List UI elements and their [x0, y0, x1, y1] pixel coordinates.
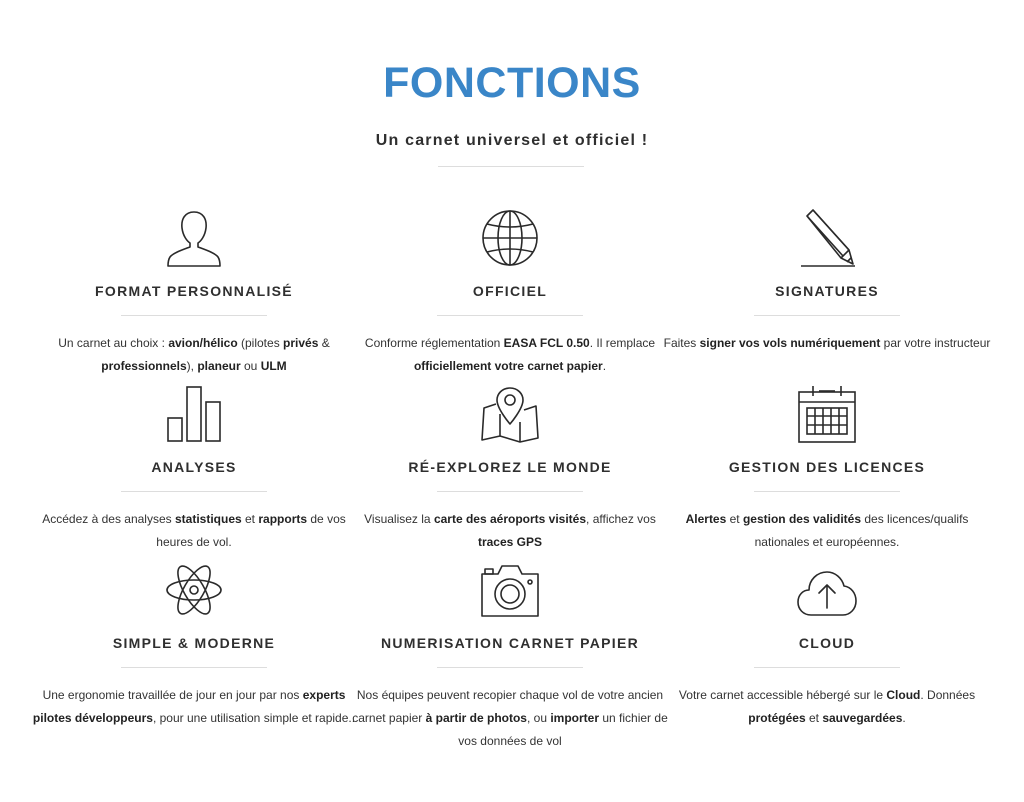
feature-description — [345, 332, 675, 378]
feature-divider — [437, 315, 583, 316]
description-text: de vos heures de vol. — [156, 512, 346, 549]
feature-description — [345, 684, 675, 753]
description-emphasis: à partir de photos — [425, 711, 527, 725]
feature-title: NUMERISATION CARNET PAPIER — [380, 635, 640, 651]
camera-icon — [480, 560, 540, 620]
description-emphasis: carte des aéroports visités — [433, 512, 587, 526]
description-text: Une ergonomie travaillée de jour en jour par nos — [42, 688, 303, 702]
feature-description — [29, 332, 359, 378]
description-text: , affichez vos — [586, 512, 656, 526]
pencil-icon — [797, 208, 857, 268]
feature-title: SIMPLE & MODERNE — [112, 635, 276, 651]
description-emphasis: professionnels — [101, 359, 187, 373]
feature-description — [29, 684, 359, 730]
feature-title: OFFICIEL — [472, 283, 548, 299]
feature-title: ANALYSES — [151, 459, 237, 475]
description-text: Conforme réglementation — [364, 336, 504, 350]
description-emphasis: statistiques — [174, 512, 242, 526]
description-emphasis: experts pilotes développeurs — [32, 688, 346, 725]
description-text: Votre carnet accessible hébergé sur le — [678, 688, 887, 702]
feature-title: FORMAT PERSONNALISÉ — [95, 283, 293, 299]
feature-title: SIGNATURES — [775, 283, 879, 299]
feature-description — [345, 508, 675, 554]
description-text: . — [902, 711, 906, 725]
feature-divider — [754, 667, 900, 668]
bar-chart-icon — [164, 384, 224, 444]
feature-divider — [121, 491, 267, 492]
description-text: Un carnet au choix : — [58, 336, 169, 350]
atom-icon — [164, 560, 224, 620]
description-emphasis: importer — [550, 711, 600, 725]
feature-divider — [754, 315, 900, 316]
description-text: Visualisez la — [364, 512, 434, 526]
description-text: ou — [240, 359, 261, 373]
feature-divider — [121, 315, 267, 316]
feature-description — [662, 508, 992, 554]
description-emphasis: EASA FCL 0.50 — [503, 336, 590, 350]
feature-title: RÉ-EXPLOREZ LE MONDE — [408, 459, 612, 475]
description-text: , pour une utilisation simple et rapide.. — [152, 711, 356, 725]
feature-divider — [754, 491, 900, 492]
feature-description — [29, 508, 359, 554]
map-pin-icon — [480, 384, 540, 444]
description-text: . — [602, 359, 607, 373]
description-text: Faites — [663, 336, 700, 350]
description-text: un fichier de vos données de vol — [458, 711, 668, 748]
description-text: et — [726, 512, 743, 526]
description-emphasis: protégées — [748, 711, 806, 725]
description-emphasis: Cloud — [886, 688, 921, 702]
feature-title: CLOUD — [798, 635, 856, 651]
globe-icon — [480, 208, 540, 268]
description-emphasis: Alertes — [685, 512, 727, 526]
description-text: & — [318, 336, 330, 350]
description-text: par votre instructeur — [880, 336, 991, 350]
description-emphasis: gestion des validités — [742, 512, 862, 526]
cloud-upload-icon — [797, 560, 857, 620]
description-emphasis: ULM — [260, 359, 287, 373]
description-text: ), — [186, 359, 198, 373]
description-emphasis: traces GPS — [477, 535, 543, 549]
calendar-icon — [797, 384, 857, 444]
user-icon — [164, 208, 224, 268]
description-emphasis: signer vos vols numériquement — [699, 336, 881, 350]
feature-divider — [437, 491, 583, 492]
description-emphasis: privés — [283, 336, 319, 350]
description-emphasis: planeur — [197, 359, 241, 373]
description-text: . Données — [920, 688, 976, 702]
description-text: . Il remplace — [589, 336, 656, 350]
description-text: (pilotes — [237, 336, 284, 350]
description-text: et — [805, 711, 823, 725]
feature-divider — [437, 667, 583, 668]
description-text: des licences/qualifs nationales et européennes. — [754, 512, 969, 549]
description-text: , ou — [526, 711, 551, 725]
feature-title: GESTION DES LICENCES — [728, 459, 926, 475]
feature-divider — [121, 667, 267, 668]
description-emphasis: officiellement votre carnet papier — [413, 359, 603, 373]
page-title: FONCTIONS — [383, 59, 641, 107]
description-emphasis: sauvegardées — [822, 711, 903, 725]
description-text: Nos équipes peuvent recopier chaque vol de votre ancien carnet papier — [352, 688, 664, 725]
description-emphasis: avion/hélico — [168, 336, 238, 350]
subtitle-divider — [438, 166, 584, 167]
description-emphasis: rapports — [258, 512, 308, 526]
description-text: et — [241, 512, 259, 526]
description-text: Accédez à des analyses — [42, 512, 175, 526]
feature-description — [662, 684, 992, 730]
page-subtitle: Un carnet universel et officiel ! — [375, 132, 649, 149]
feature-description — [662, 332, 992, 355]
